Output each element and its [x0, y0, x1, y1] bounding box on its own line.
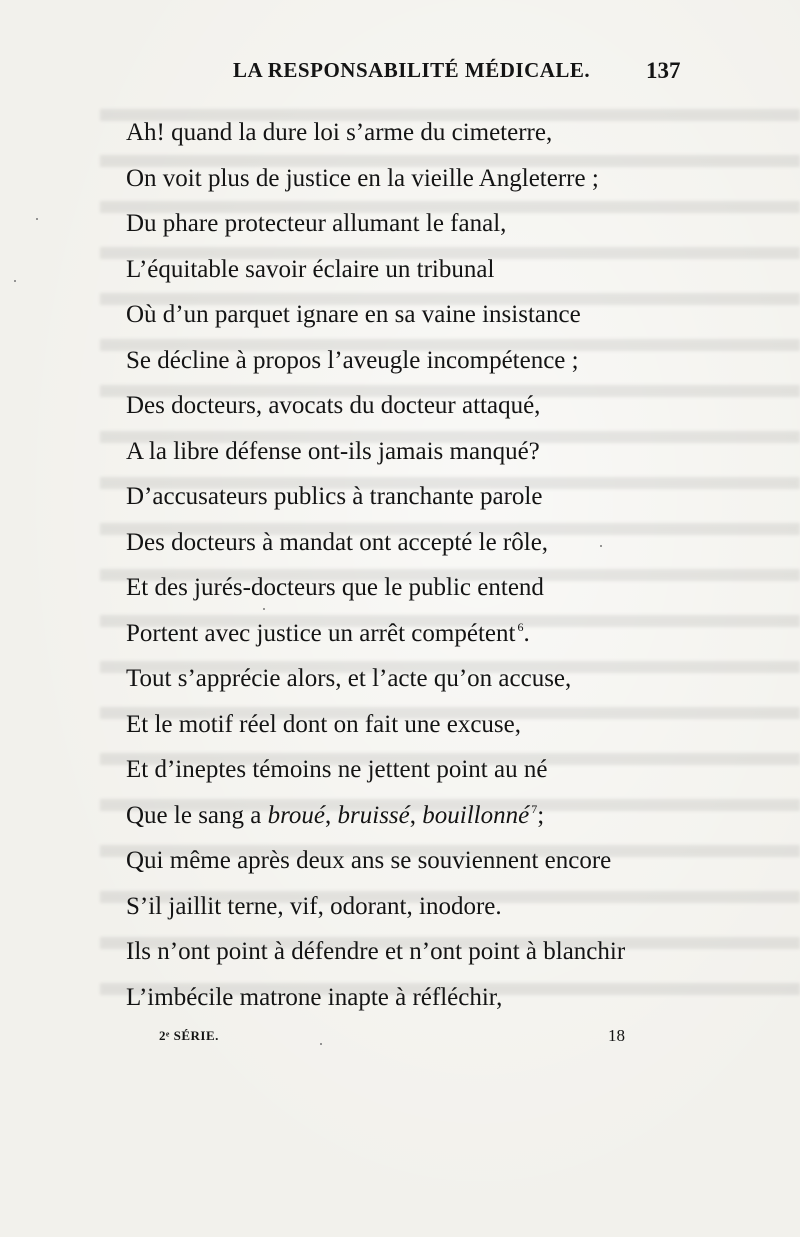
page-footer	[0, 1028, 800, 1052]
verse-line: Du phare protecteur allumant le fanal,	[126, 210, 507, 237]
verse-line: Et le motif réel dont on fait une excuse,	[126, 710, 522, 738]
italic-word: broué	[267, 801, 326, 829]
verse-text: Que le sang a	[126, 801, 262, 829]
verse-line: Et des jurés-docteurs que le public entend	[126, 574, 544, 601]
verse-line: D’accusateurs publics à tranchante parole	[126, 483, 543, 510]
verse-line: Portent avec justice un arrêt compétent $^6$.	[126, 619, 530, 647]
verse-line: S’il jaillit terne, vif, odorant, inodore.	[126, 892, 502, 920]
verse-line: Des docteurs à mandat ont accepté le rôle,	[126, 528, 549, 556]
verse-line: Ils n’ont point à défendre et n’ont point à blanchir	[126, 938, 626, 965]
verse-line	[126, 793, 726, 839]
verse-line: Ah! quand la dure loi s’arme du cimeterre,	[126, 119, 553, 146]
page-number: 137	[646, 58, 681, 83]
running-head-title: LA RESPONSABILITÉ MÉDICALE.	[233, 58, 591, 82]
verse-line: Où d’un parquet ignare en sa vaine insistance	[126, 301, 581, 328]
verse-text: Portent avec justice un arrêt compétent	[126, 619, 516, 647]
verse-line: L’équitable savoir éclaire un tribunal	[126, 255, 495, 283]
verse-line: Qui même après deux ans se souviennent encore	[126, 847, 612, 874]
verse-line: Et d’ineptes témoins ne jettent point au né	[126, 756, 548, 783]
separator: ,	[409, 801, 423, 829]
separator: ,	[325, 801, 338, 829]
verse-line: Des docteurs, avocats du docteur attaqué,	[126, 392, 541, 419]
verse-line: Tout s’apprécie alors, et l’acte qu’on accuse,	[126, 665, 572, 692]
verse-line: Se décline à propos l’aveugle incompétence ;	[126, 346, 579, 374]
verse-end: ;	[537, 801, 545, 829]
verse-line: L’imbécile matrone inapte à réfléchir,	[126, 983, 503, 1011]
italic-word: bouillonné	[422, 801, 530, 829]
poem-stanza	[126, 110, 726, 1020]
paper-speck	[14, 280, 16, 282]
paper-speck	[263, 608, 265, 610]
verse-line: On voit plus de justice en la vieille Angleterre ;	[126, 164, 599, 192]
footnote-marker: 6	[517, 619, 524, 634]
verse-line: A la libre défense ont-ils jamais manqué?	[126, 437, 540, 465]
paper-speck	[36, 218, 38, 220]
signature-mark: 2ᵉ SÉRIE.	[159, 1028, 219, 1043]
running-head	[0, 58, 800, 88]
paper-speck	[320, 1043, 322, 1045]
sheet-number: 18	[608, 1026, 625, 1045]
italic-word: bruissé	[337, 801, 410, 829]
footnote-marker: 7	[531, 801, 538, 816]
paper-speck	[600, 545, 602, 547]
